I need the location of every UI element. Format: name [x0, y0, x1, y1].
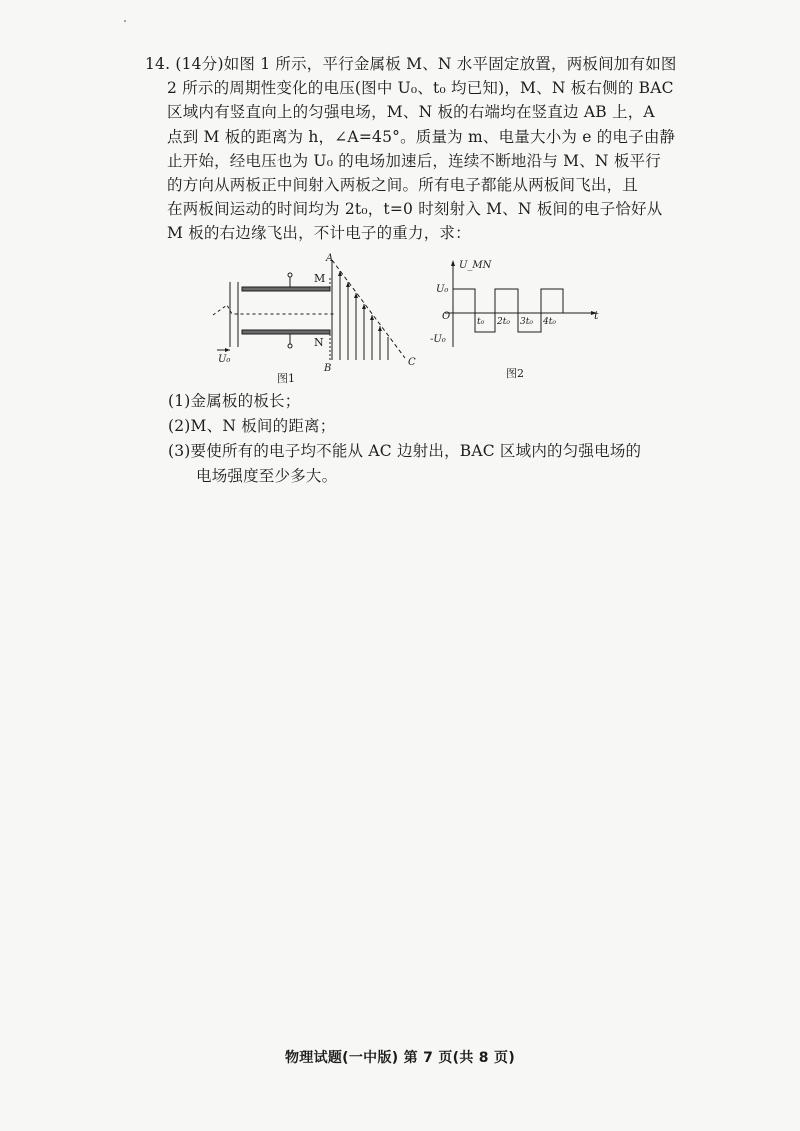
question-1: (1)金属板的板长； — [168, 392, 301, 410]
problem-line: 2 所示的周期性变化的电压(图中 U₀、t₀ 均已知)，M、N 板右侧的 BAC — [167, 79, 674, 98]
label-c: C — [408, 357, 416, 368]
u0-positive-label: U₀ — [436, 284, 449, 295]
figure-2 — [205, 252, 605, 387]
problem-line: 的方向从两板正中间射入两板之间。所有电子都能从两板间飞出，且 — [167, 176, 639, 195]
figure-2-caption: 图2 — [506, 367, 524, 380]
scan-speck — [124, 20, 126, 22]
label-a: A — [326, 253, 334, 264]
page-footer: 物理试题(一中版) 第 7 页(共 8 页) — [284, 1050, 516, 1066]
question-3: (3)要使所有的电子均不能从 AC 边射出，BAC 区域内的匀强电场的 — [168, 442, 642, 460]
label-b: B — [324, 363, 332, 374]
t-axis-label: t — [594, 309, 599, 322]
sub-questions — [168, 389, 668, 489]
tick-label: 3t₀ — [520, 317, 533, 327]
tick-label: t₀ — [477, 317, 485, 327]
problem-line: M 板的右边缘飞出，不计电子的重力，求： — [167, 224, 471, 243]
origin-label: O — [442, 311, 451, 322]
u0-negative-label: -U₀ — [430, 334, 446, 345]
figures-area — [205, 252, 605, 387]
label-u0: U₀ — [218, 354, 231, 365]
problem-statement — [145, 52, 677, 246]
label-m: M — [314, 272, 326, 285]
problem-line: 点到 M 板的距离为 h，∠A=45°。质量为 m、电量大小为 e 的电子由静 — [167, 127, 676, 146]
y-axis-label: U_MN — [459, 260, 492, 271]
question-2: (2)M、N 板间的距离； — [168, 417, 336, 435]
figure-1-caption: 图1 — [277, 372, 295, 385]
problem-line: 区域内有竖直向上的匀强电场，M、N 板的右端均在竖直边 AB 上，A — [167, 103, 655, 122]
tick-label: 2t₀ — [497, 317, 510, 327]
problem-line: 在两板间运动的时间均为 2t₀，t=0 时刻射入 M、N 板间的电子恰好从 — [167, 200, 663, 219]
problem-line: 止开始，经电压也为 U₀ 的电场加速后，连续不断地沿与 M、N 板平行 — [167, 151, 661, 170]
y-axis-arrow — [451, 260, 455, 266]
tick-label: 4t₀ — [543, 317, 556, 327]
label-n: N — [314, 336, 324, 349]
problem-line: 14. (14分)如图 1 所示，平行金属板 M、N 水平固定放置，两板间加有如图 — [145, 55, 677, 73]
question-3-continued: 电场强度至少多大。 — [196, 467, 338, 485]
